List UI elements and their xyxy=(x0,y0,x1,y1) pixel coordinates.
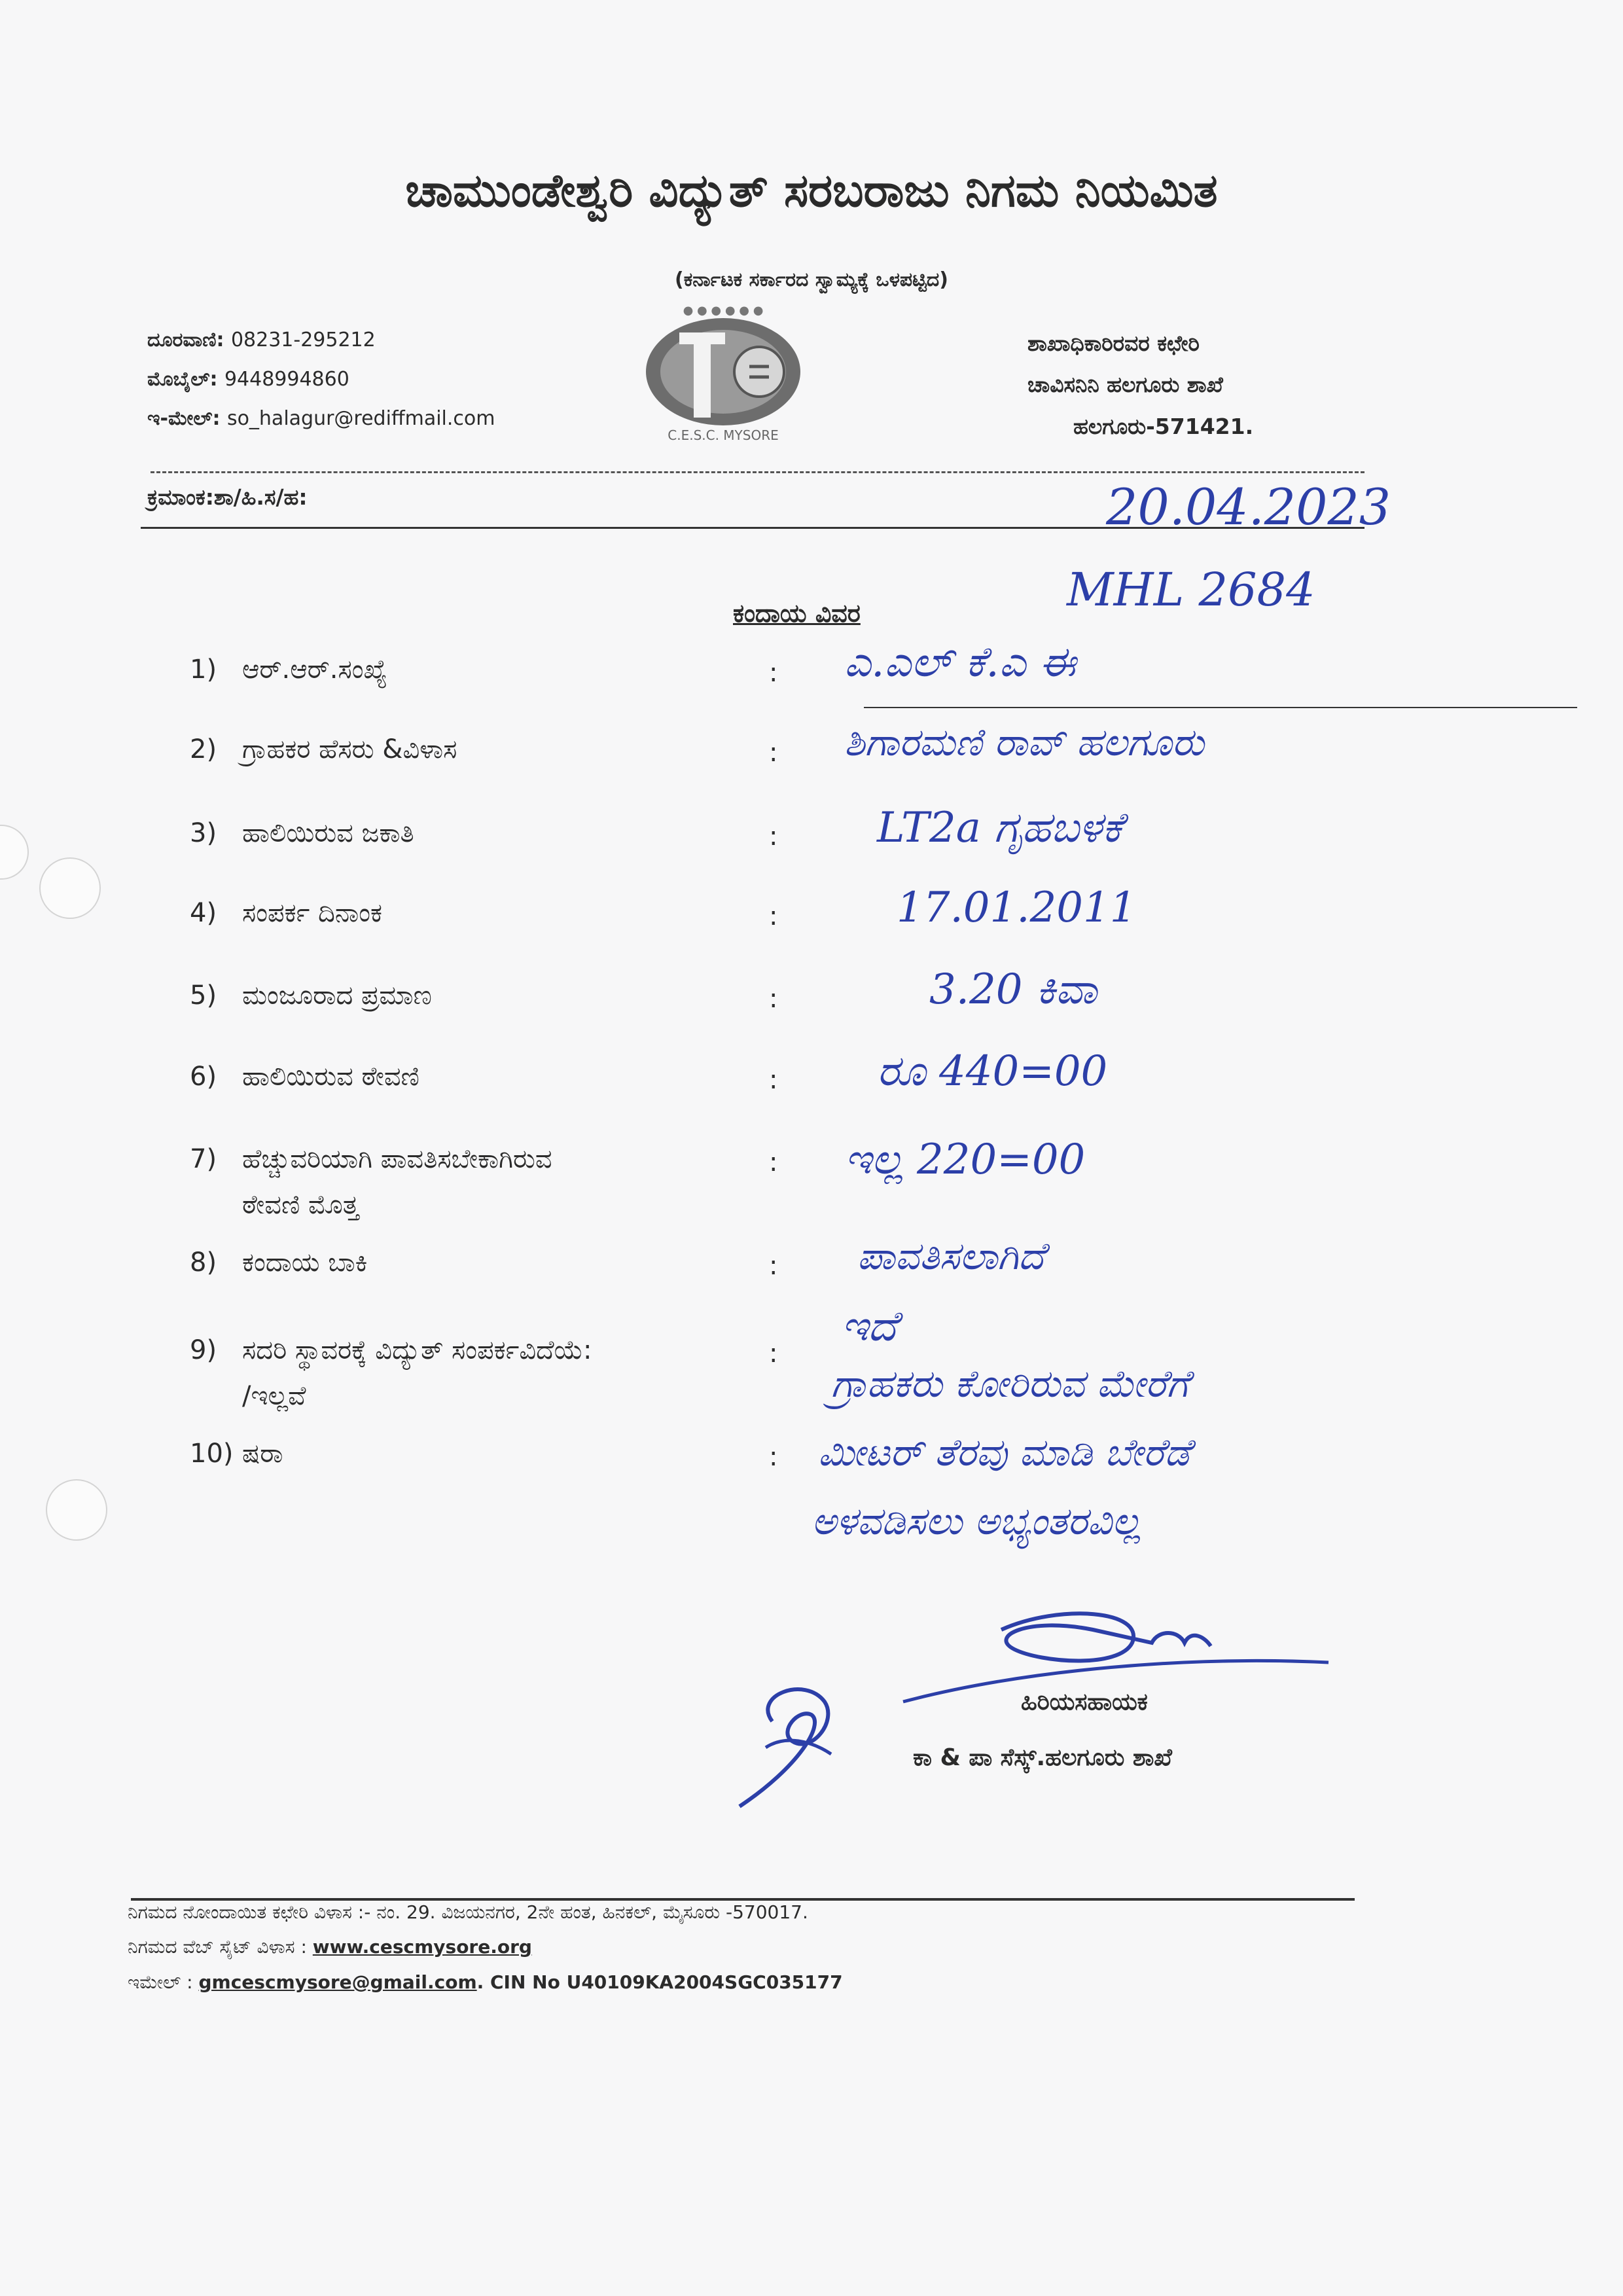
section-title: ಕಂದಾಯ ವಿವರ xyxy=(733,599,861,628)
handwritten-date: 20.04.2023 xyxy=(1106,478,1391,536)
item-label: ಷರಾ xyxy=(242,1439,283,1469)
item-label: ಗ್ರಾಹಕರ ಹೆಸರು &ವಿಳಾಸ xyxy=(242,734,457,764)
item-label: ಸಂಪರ್ಕ ದಿನಾಂಕ xyxy=(242,898,382,928)
reference-underline xyxy=(141,527,1364,529)
item-value: 3.20 ಕಿವಾ xyxy=(929,965,1097,1014)
item-colon: : xyxy=(769,984,778,1014)
item-label: ಹೆಚ್ಚುವರಿಯಾಗಿ ಪಾವತಿಸಬೇಕಾಗಿರುವ xyxy=(242,1144,552,1174)
signature-initials xyxy=(726,1669,857,1813)
item-value: ಇಲ್ಲ 220=00 xyxy=(844,1136,1086,1184)
item-label: ಆರ್.ಆರ್.ಸಂಖ್ಯೆ xyxy=(242,655,387,685)
remarks-line-2: ಮೀಟರ್ ತೆರವು ಮಾಡಿ ಬೇರೆಡೆ xyxy=(818,1430,1190,1475)
item-label: ಕಂದಾಯ ಬಾಕಿ xyxy=(242,1247,368,1278)
item-value: 17.01.2011 xyxy=(897,884,1137,932)
item-label: ಹಾಲಿಯಿರುವ ಜಕಾತಿ xyxy=(242,818,414,848)
item-colon: : xyxy=(769,1065,778,1095)
office-line-3: ಹಲಗೂರು-571421. xyxy=(1073,414,1254,439)
item-number: 4) xyxy=(190,898,217,928)
item-value: LT2a ಗೃಹಬಳಕೆ xyxy=(877,804,1123,852)
mobile-line xyxy=(147,368,349,391)
value-underline xyxy=(864,707,1577,708)
item-label: ಮಂಜೂರಾದ ಪ್ರಮಾಣ xyxy=(242,980,432,1011)
item-colon: : xyxy=(769,1442,778,1472)
item-number: 3) xyxy=(190,818,217,848)
item-colon: : xyxy=(769,658,778,688)
website-link[interactable]: www.cescmysore.org xyxy=(312,1936,532,1958)
punch-hole xyxy=(39,857,101,919)
item-colon: : xyxy=(769,1147,778,1177)
cin-number: . CIN No U40109KA2004SGC035177 xyxy=(476,1971,843,1993)
item-colon: : xyxy=(769,901,778,931)
item-number: 10) xyxy=(190,1439,234,1469)
item-label: ಸದರಿ ಸ್ಥಾವರಕ್ಕೆ ವಿದ್ಯುತ್ ಸಂಪರ್ಕವಿದೆಯೆ: xyxy=(242,1335,592,1365)
item-colon: : xyxy=(769,738,778,768)
phone-value: 08231-295212 xyxy=(230,329,376,351)
item-colon: : xyxy=(769,821,778,852)
signatory-designation: ಹಿರಿಯಸಹಾಯಕ xyxy=(1021,1689,1148,1715)
office-line-1: ಶಾಖಾಧಿಕಾರಿರವರ ಕಛೇರಿ xyxy=(1027,331,1200,356)
item-number: 2) xyxy=(190,734,217,764)
item-number: 1) xyxy=(190,655,217,685)
remarks-line-3: ಅಳವಡಿಸಲು ಅಭ್ಯಂತರವಿಲ್ಲ xyxy=(812,1499,1141,1543)
website-label: ನಿಗಮದ ವೆಬ್ ಸೈಟ್ ವಿಳಾಸ : xyxy=(128,1936,307,1958)
footer-website-line xyxy=(128,1936,532,1958)
item-value: ಶಿಗಾರಮಣಿ ರಾವ್ ಹಲಗೂರು xyxy=(844,720,1204,764)
item-number: 5) xyxy=(190,980,217,1011)
item-colon: : xyxy=(769,1251,778,1281)
item-label-continued: /ಇಲ್ಲವೆ xyxy=(242,1381,306,1411)
document-title: ಚಾಮುಂಡೇಶ್ವರಿ ವಿದ್ಯುತ್ ಸರಬರಾಜು ನಿಗಮ ನಿಯಮಿತ xyxy=(405,164,1218,217)
footer-address: ನಿಗಮದ ನೋಂದಾಯಿತ ಕಛೇರಿ ವಿಳಾಸ :- ನಂ. 29. ವಿಜಯನಗರ, 2ನೇ ಹಂತ, ಹಿನಕಲ್, ಮೈಸೂರು -570017. xyxy=(128,1901,808,1923)
email-line xyxy=(147,407,495,430)
office-line-2: ಚಾವಿಸನಿನಿ ಹಲಗೂರು ಶಾಖೆ xyxy=(1027,372,1223,397)
item-number: 9) xyxy=(190,1335,217,1365)
item-number: 7) xyxy=(190,1144,217,1174)
footer-email-line xyxy=(128,1971,843,1994)
item-value: ಪಾವತಿಸಲಾಗಿದೆ xyxy=(857,1234,1044,1278)
item-value: ಎ.ಎಲ್ ಕೆ.ಎ ಈ xyxy=(844,638,1076,687)
mobile-value: 9448994860 xyxy=(224,368,349,391)
svg-text:● ● ● ● ● ●: ● ● ● ● ● ● xyxy=(683,304,764,317)
logo-text: C.E.S.C. MYSORE xyxy=(668,427,779,443)
item-value: ರೂ 440=00 xyxy=(877,1047,1108,1096)
item-colon: : xyxy=(769,1338,778,1369)
punch-hole xyxy=(0,825,29,880)
footer-email-label: ಇಮೇಲ್ : xyxy=(128,1971,193,1993)
footer-email-link[interactable]: gmcescmysore@gmail.com xyxy=(198,1971,477,1993)
email-label: ಇ-ಮೇಲ್: xyxy=(147,407,221,430)
item-number: 8) xyxy=(190,1247,217,1278)
remarks-line-1: ಗ್ರಾಹಕರು ಕೋರಿರುವ ಮೇರೆಗೆ xyxy=(831,1361,1189,1406)
reference-label: ಕ್ರಮಾಂಕ:ಶಾ/ಹಿ.ಸ/ಹ: xyxy=(147,484,308,510)
mobile-label: ಮೊಬೈಲ್: xyxy=(147,368,218,391)
cesc-logo xyxy=(615,295,831,445)
phone-line xyxy=(147,329,376,351)
item-value: ಇದೆ xyxy=(841,1302,897,1351)
item-label-continued: ಠೇವಣಿ ಮೊತ್ತ xyxy=(242,1190,359,1220)
signatory-office: ಕಾ & ಪಾ ಸೆಸ್ಕ್.ಹಲಗೂರು ಶಾಖೆ xyxy=(913,1744,1172,1771)
punch-hole xyxy=(46,1479,107,1541)
footer-divider xyxy=(131,1898,1355,1901)
phone-label: ದೂರವಾಣಿ: xyxy=(147,329,224,351)
item-number: 6) xyxy=(190,1062,217,1092)
document-subtitle: (ಕರ್ನಾಟಕ ಸರ್ಕಾರದ ಸ್ವಾಮ್ಯಕ್ಕೆ ಒಳಪಟ್ಟಿದ) xyxy=(675,268,948,291)
handwritten-reference: MHL 2684 xyxy=(1067,563,1315,617)
header-divider xyxy=(151,471,1364,473)
item-label: ಹಾಲಿಯಿರುವ ಠೇವಣಿ xyxy=(242,1062,419,1092)
email-value: so_halagur@rediffmail.com xyxy=(226,407,495,430)
